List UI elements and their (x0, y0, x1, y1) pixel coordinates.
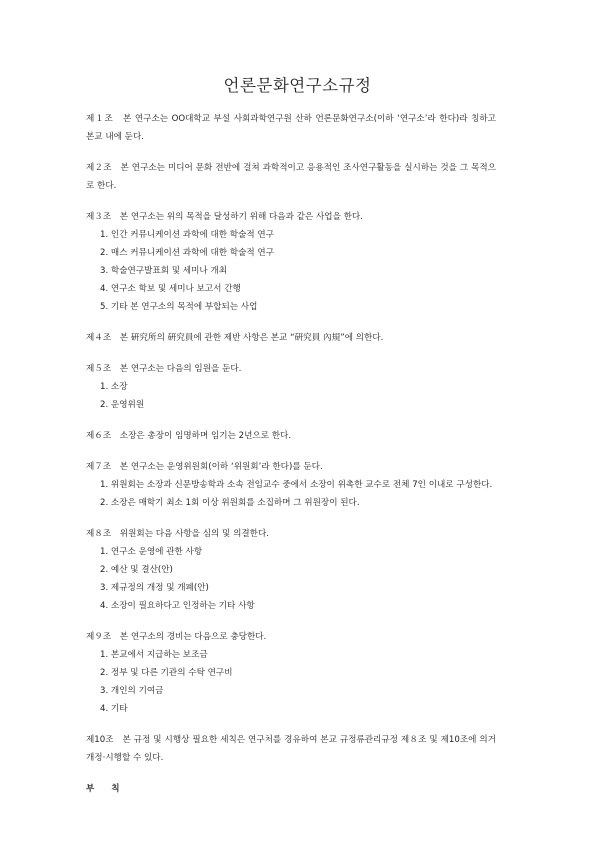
list-item: 1. 연구소 운영에 관한 사항 (100, 547, 203, 557)
document-body (86, 110, 496, 798)
article-4 (86, 329, 496, 347)
list-item: 3. 학술연구발표회 및 세미나 개최 (100, 266, 228, 276)
article-10 (86, 731, 496, 767)
article-item-list (86, 646, 496, 718)
article-text: 제７조 본 연구소는 운영위원회(이하 ‘위원회’라 한다)를 둔다. (86, 462, 323, 472)
list-item: 2. 예산 및 결산(안) (100, 565, 173, 575)
article-text: 제５조 본 연구소는 다음의 임원을 둔다. (86, 364, 242, 374)
list-item: 5. 기타 본 연구소의 목적에 부합되는 사업 (100, 302, 258, 312)
article-text: 제２조 본 연구소는 미디어 문화 전반에 걸쳐 과학적이고 응용적인 조사연구활동을 실시하는 것을 그 목적으로 한다. (86, 163, 496, 191)
article-item-list (86, 476, 496, 512)
addendum-heading: 부 칙 (86, 784, 120, 794)
article-6 (86, 427, 496, 445)
list-item: 2. 정부 및 다른 기관의 수탁 연구비 (100, 668, 233, 678)
article-2 (86, 159, 496, 195)
article-9 (86, 628, 496, 718)
article-item-list (86, 543, 496, 615)
article-text: 제９조 본 연구소의 경비는 다음으로 충당한다. (86, 632, 267, 642)
list-item: 2. 운영위원 (100, 400, 145, 410)
list-item: 1. 위원회는 소장과 신문방송학과 소속 전임교수 중에서 소장이 위촉한 교수로 전체 7인 이내로 구성한다. (100, 480, 493, 490)
article-5 (86, 360, 496, 414)
article-text: 제３조 본 연구소는 위의 목적을 달성하기 위해 다음과 같은 사업을 한다. (86, 212, 363, 222)
article-7 (86, 458, 496, 512)
list-item: 1. 인간 커뮤니케이션 과학에 대한 학술적 연구 (100, 230, 275, 240)
list-item: 2. 소장은 매학기 최소 1회 이상 위원회를 소집하며 그 위원장이 된다. (100, 498, 360, 508)
article-8 (86, 525, 496, 615)
article-item-list (86, 226, 496, 316)
article-3 (86, 208, 496, 316)
list-item: 1. 본교에서 지급하는 보조금 (100, 650, 208, 660)
list-item: 4. 소장이 필요하다고 인정하는 기타 사항 (100, 601, 255, 611)
list-item: 4. 연구소 학보 및 세미나 보고서 간행 (100, 284, 241, 294)
article-1 (86, 110, 496, 146)
article-item-list (86, 378, 496, 414)
list-item: 2. 매스 커뮤니케이션 과학에 대한 학술적 연구 (100, 248, 275, 258)
list-item: 3. 제규정의 개정 및 개폐(안) (100, 583, 209, 593)
list-item: 1. 소장 (100, 382, 128, 392)
article-text: 제１조 본 연구소는 OO대학교 부설 사회과학연구원 산하 언론문화연구소(이하 ‘연구소’라 한다)라 칭하고 본교 내에 둔다. (86, 114, 496, 142)
article-text: 제８조 위원회는 다음 사항을 심의 및 의결한다. (86, 529, 270, 539)
article-text: 제６조 소장은 총장이 임명하며 임기는 2년으로 한다. (86, 431, 292, 441)
article-text: 제４조 본 硏究所의 硏究員에 관한 제반 사항은 본교 “硏究員 內規”에 의한다. (86, 333, 384, 343)
list-item: 3. 개인의 기여금 (100, 686, 164, 696)
list-item: 4. 기타 (100, 704, 128, 714)
document-title: 언론문화연구소규정 (223, 76, 372, 95)
article-text: 제10조 본 규정 및 시행상 필요한 세칙은 연구처를 경유하여 본교 규정류관리규정 제８조 및 제10조에 의거 개정·시행할 수 있다. (86, 735, 496, 763)
